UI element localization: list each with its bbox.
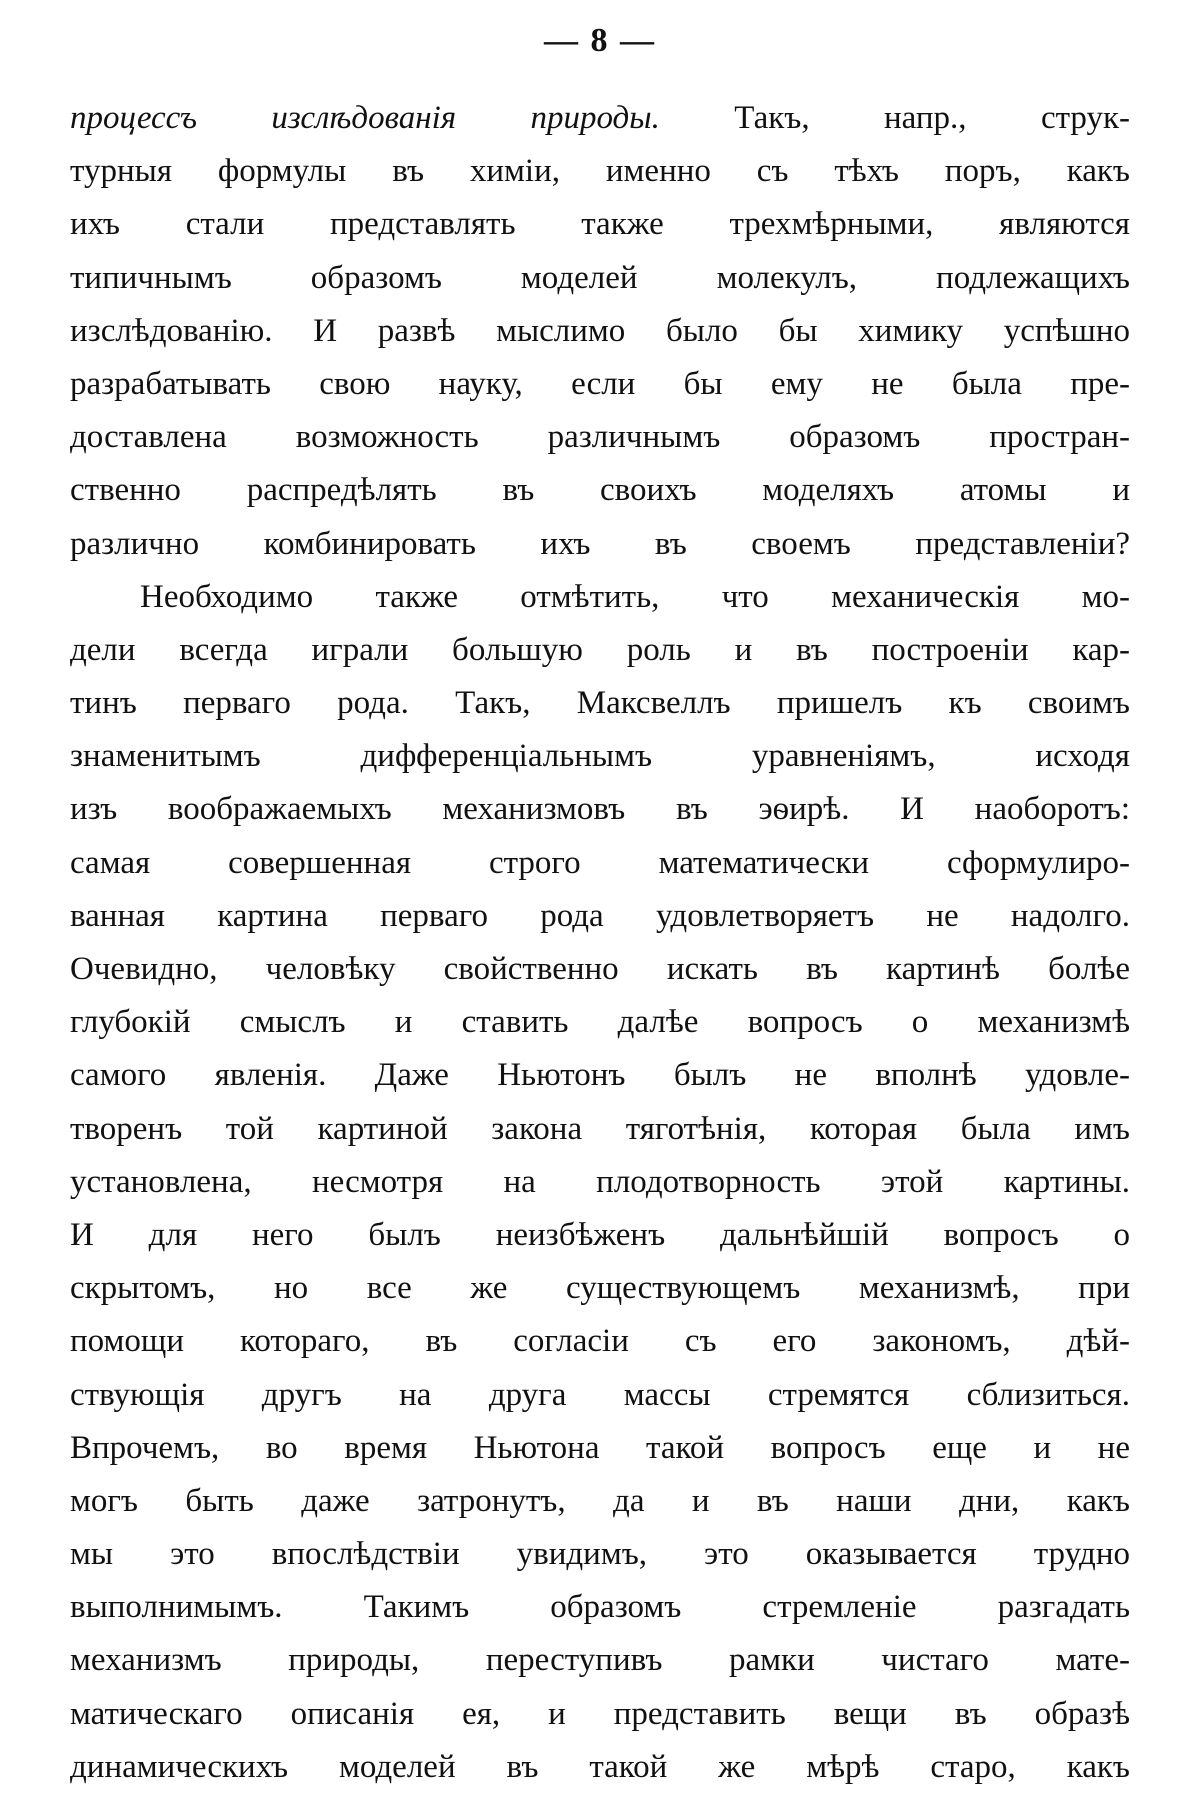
text-line: помощи котораго, въ согласіи съ его закономъ, дѣй- (70, 1323, 1130, 1360)
text-line: ственно распредѣлять въ своихъ моделяхъ атомы и (70, 472, 1130, 509)
line-rest: Такъ, напр., струк- (734, 100, 1130, 136)
text-line: типичнымъ образомъ моделей молекулъ, подлежащихъ (70, 259, 1130, 296)
text-line: Необходимо также отмѣтить, что механическія мо- (140, 578, 1130, 615)
text-line: И для него былъ неизбѣженъ дальнѣйшій вопросъ о (70, 1216, 1130, 1253)
text-line: ванная картина перваго рода удовлетворяетъ не надолго. (70, 897, 1130, 934)
text-line: различно комбинировать ихъ въ своемъ представленіи? (70, 525, 1130, 562)
text-line: изслѣдованію. И развѣ мыслимо было бы химику успѣшно (70, 312, 1130, 349)
text-line: самого явленія. Даже Ньютонъ былъ не вполнѣ удовле- (70, 1057, 1130, 1094)
text-line: динамическихъ моделей въ такой же мѣрѣ старо, какъ (70, 1748, 1130, 1785)
text-line: самая совершенная строго математически сформулиро- (70, 844, 1130, 881)
text-line: глубокій смыслъ и ставить далѣе вопросъ о механизмѣ (70, 1004, 1130, 1041)
text-line: доставлена возможность различнымъ образомъ простран- (70, 419, 1130, 456)
text-line: могъ быть даже затронутъ, да и въ наши дни, какъ (70, 1482, 1130, 1519)
text-line: тинъ перваго рода. Такъ, Максвеллъ пришелъ къ своимъ (70, 685, 1130, 722)
text-line: ствующія другъ на друга массы стремятся сблизиться. (70, 1376, 1130, 1413)
text-line: механизмъ природы, переступивъ рамки чистаго мате- (70, 1642, 1130, 1679)
text-line: турныя формулы въ химіи, именно съ тѣхъ поръ, какъ (70, 153, 1130, 190)
text-line: мы это впослѣдствіи увидимъ, это оказывается трудно (70, 1536, 1130, 1573)
text-line (70, 92, 1130, 145)
text-line: ихъ стали представлять также трехмѣрными, являются (70, 206, 1130, 243)
text-line: знаменитымъ дифференціальнымъ уравненіямъ, исходя (70, 738, 1130, 775)
text-line: дели всегда играли большую роль и въ построеніи кар- (70, 631, 1130, 668)
text-line: матическаго описанія ея, и представить вещи въ образѣ (70, 1695, 1130, 1732)
text-line: разрабатывать свою науку, если бы ему не была пре- (70, 365, 1130, 402)
body-text (70, 92, 1130, 1794)
text-line: выполнимымъ. Такимъ образомъ стремленіе разгадать (70, 1589, 1130, 1626)
page-number: — 8 — (544, 22, 656, 59)
text-line: Впрочемъ, во время Ньютона такой вопросъ еще и не (70, 1429, 1130, 1466)
text-line: изъ воображаемыхъ механизмовъ въ эѳирѣ. И наоборотъ: (70, 791, 1130, 828)
text-line: установлена, несмотря на плодотворность этой картины. (70, 1163, 1130, 1200)
italic-phrase: процессъ изслѣдованія природы. (70, 100, 660, 136)
text-line: творенъ той картиной закона тяготѣнія, которая была имъ (70, 1110, 1130, 1147)
text-line: Очевидно, человѣку свойственно искать въ картинѣ болѣе (70, 951, 1130, 987)
text-line: скрытомъ, но все же существующемъ механизмѣ, при (70, 1270, 1130, 1307)
